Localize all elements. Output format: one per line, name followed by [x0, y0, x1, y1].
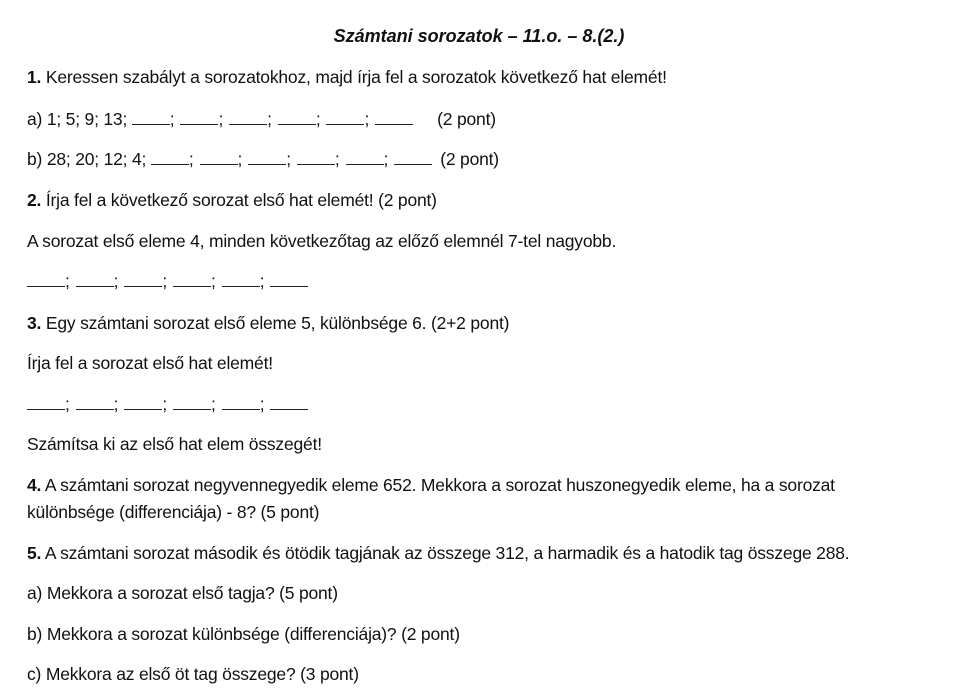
separator: ; [364, 109, 370, 129]
question-5a: a) Mekkora a sorozat első tagja? (5 pont) [27, 583, 338, 603]
question-2 [27, 189, 437, 211]
question-2-text: Írja fel a következő sorozat első hat elemét! (2 pont) [41, 190, 437, 210]
answer-blank[interactable] [346, 149, 384, 165]
question-1-number: 1. [27, 67, 42, 87]
separator: ; [267, 109, 272, 129]
separator: ; [162, 271, 168, 291]
question-3-instruction-1: Írja fel a sorozat első hat elemét! [27, 353, 273, 373]
question-1 [27, 66, 667, 88]
separator: ; [162, 394, 168, 414]
question-3-instruction-2: Számítsa ki az első hat elem összegét! [27, 434, 322, 454]
answer-blank[interactable] [297, 149, 335, 165]
question-1b-sequence: b) 28; 20; 12; 4; [27, 149, 151, 169]
answer-blank[interactable] [173, 271, 211, 287]
question-1b-points: (2 pont) [440, 149, 499, 169]
answer-blank[interactable] [248, 149, 286, 165]
question-2-number: 2. [27, 190, 42, 210]
question-5b: b) Mekkora a sorozat különbsége (differenciája)? (2 pont) [27, 624, 460, 644]
answer-blank[interactable] [27, 271, 65, 287]
answer-blank[interactable] [173, 394, 211, 410]
question-3-text: Egy számtani sorozat első eleme 5, különbsége 6. (2+2 pont) [41, 313, 510, 333]
answer-blank[interactable] [76, 394, 114, 410]
answer-blank[interactable] [375, 109, 413, 125]
answer-blank[interactable] [229, 109, 267, 125]
question-5c: c) Mekkora az első öt tag összege? (3 pont) [27, 664, 359, 684]
question-1-text: Keressen szabályt a sorozatokhoz, majd írja fel a sorozatok következő hat elemét! [41, 67, 667, 87]
separator: ; [113, 271, 119, 291]
answer-blank[interactable] [222, 271, 260, 287]
question-4-number: 4. [27, 475, 42, 495]
separator: ; [286, 149, 291, 169]
question-1a [27, 108, 496, 130]
separator: ; [211, 271, 216, 291]
separator: ; [315, 109, 321, 129]
answer-blank[interactable] [27, 394, 65, 410]
separator: ; [65, 394, 70, 414]
answer-blank[interactable] [326, 109, 364, 125]
question-2-answers [27, 270, 308, 292]
separator: ; [259, 271, 265, 291]
question-1a-points: (2 pont) [437, 109, 496, 129]
question-3-number: 3. [27, 313, 42, 333]
question-5-text: A számtani sorozat második és ötödik tagjának az összege 312, a harmadik és a hatodik tag összege 288. [41, 543, 850, 563]
answer-blank[interactable] [200, 149, 238, 165]
page-title: Számtani sorozatok – 11.o. – 8.(2.) [333, 26, 625, 46]
answer-blank[interactable] [270, 271, 308, 287]
answer-blank[interactable] [151, 149, 189, 165]
separator: ; [211, 394, 216, 414]
question-3-answers [27, 393, 308, 415]
separator: ; [169, 109, 175, 129]
answer-blank[interactable] [76, 271, 114, 287]
question-4-text-line-1: A számtani sorozat negyvennegyedik eleme 652. Mekkora a sorozat huszonegyedik eleme, ha a sorozat [41, 475, 835, 495]
answer-blank[interactable] [124, 271, 162, 287]
separator: ; [237, 149, 243, 169]
answer-blank[interactable] [278, 109, 316, 125]
question-2-description: A sorozat első eleme 4, minden következőtag az előző elemnél 7-tel nagyobb. [27, 231, 617, 251]
separator: ; [259, 394, 265, 414]
question-5-number: 5. [27, 543, 42, 563]
answer-blank[interactable] [180, 109, 218, 125]
question-1a-sequence: a) 1; 5; 9; 13; [27, 109, 132, 129]
separator: ; [65, 271, 70, 291]
separator: ; [113, 394, 119, 414]
question-1b [27, 148, 499, 170]
answer-blank[interactable] [132, 109, 170, 125]
answer-blank[interactable] [124, 394, 162, 410]
separator: ; [188, 149, 194, 169]
question-4-text-line-2: különbsége (differenciája) - 8? (5 pont) [27, 502, 320, 522]
answer-blank[interactable] [394, 149, 432, 165]
separator: ; [383, 149, 389, 169]
separator: ; [334, 149, 340, 169]
answer-blank[interactable] [270, 394, 308, 410]
answer-blank[interactable] [222, 394, 260, 410]
question-4 [27, 474, 835, 496]
question-5 [27, 542, 849, 564]
separator: ; [218, 109, 224, 129]
question-3 [27, 312, 509, 334]
